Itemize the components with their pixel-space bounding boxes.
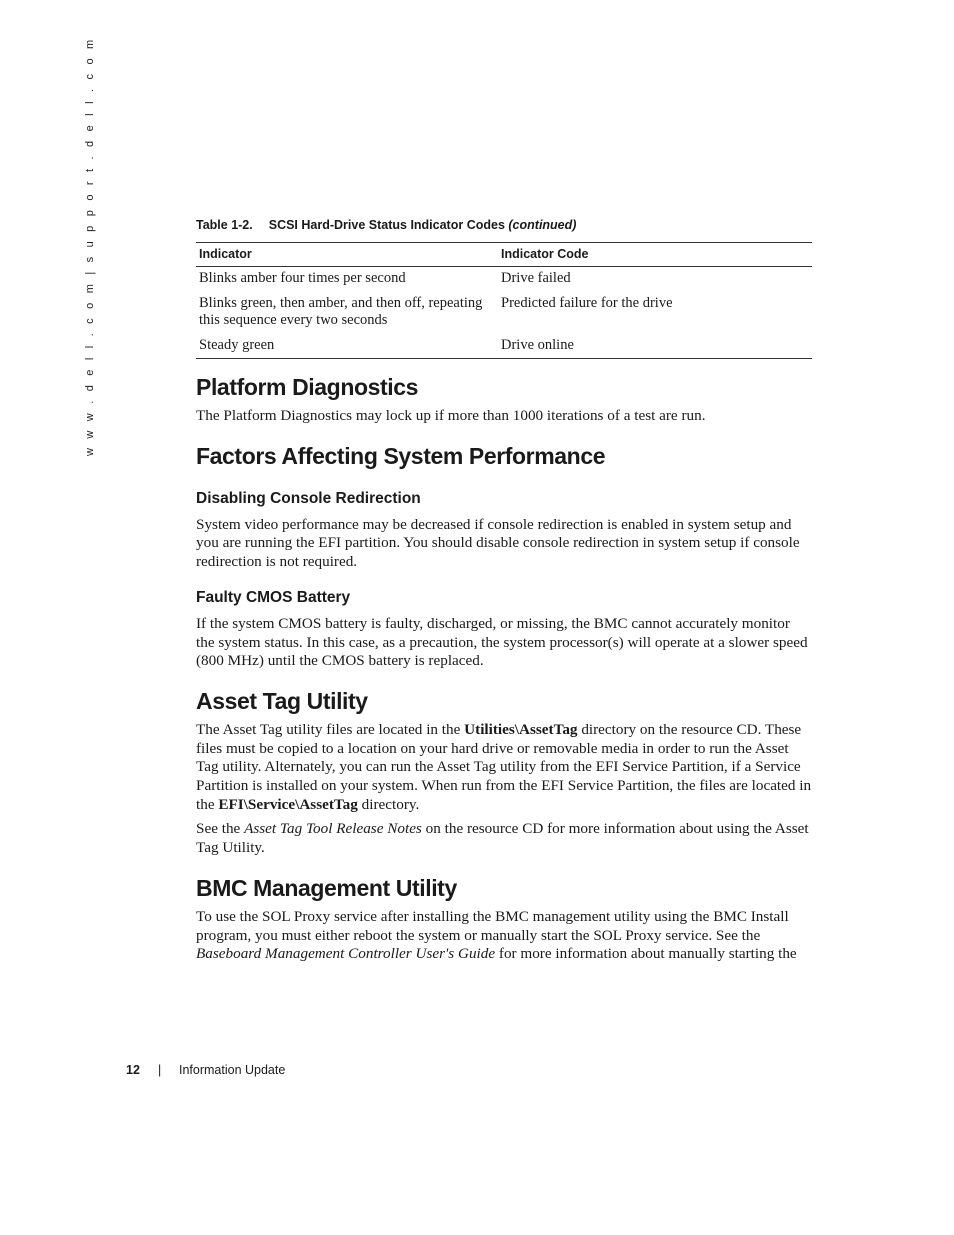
indicator-cell: Steady green <box>196 334 498 359</box>
heading-factors-affecting-performance: Factors Affecting System Performance <box>196 442 606 469</box>
efi-service-assettag-path: EFI\Service\AssetTag <box>218 795 358 813</box>
heading-faulty-cmos-battery: Faulty CMOS Battery <box>196 588 351 606</box>
indicator-code-cell: Drive online <box>498 334 812 359</box>
column-header-indicator: Indicator <box>196 243 498 267</box>
asset-tag-paragraph-2 <box>196 820 812 857</box>
page-number: 12 <box>126 1063 140 1077</box>
indicator-code-cell: Drive failed <box>501 270 571 286</box>
asset-tag-paragraph-1 <box>196 721 812 815</box>
asset-tag-text: The Asset Tag utility files are located in the <box>196 720 465 738</box>
table-number: Table 1-2. <box>196 218 253 232</box>
status-indicator-table <box>196 242 812 359</box>
heading-bmc-management-utility: BMC Management Utility <box>196 874 457 901</box>
indicator-code-cell: Predicted failure for the drive <box>501 295 673 311</box>
platform-diagnostics-text: The Platform Diagnostics may lock up if more than 1000 iterations of a test are run. <box>196 407 706 424</box>
indicator-cell: Blinks amber four times per second <box>199 270 406 286</box>
side-url: w w w . d e l l . c o m | s u p p o r t . d e l l . c o m <box>84 36 96 456</box>
console-redirection-text: System video performance may be decreased if console redirection is enabled in system setup and you are running the EFI partition. You should disable console redirection in system setup if console redirection is not required. <box>196 515 800 571</box>
indicator-cell: Blinks green, then amber, and then off, repeating this sequence every two seconds <box>199 295 483 328</box>
page-footer <box>126 1063 286 1077</box>
column-header-indicator-code: Indicator Code <box>498 243 812 267</box>
table-title: SCSI Hard-Drive Status Indicator Codes <box>268 218 505 232</box>
bmc-guide-title: Baseboard Management Controller User's Guide <box>196 945 496 963</box>
bmc-text: for more information about manually starting the <box>495 945 797 963</box>
asset-tag-text: on the resource CD for more information about using the Asset Tag Utility. <box>196 820 809 857</box>
table-row <box>196 292 812 334</box>
table-row <box>196 267 812 293</box>
asset-tag-text: directory. <box>357 795 420 813</box>
release-notes-title: Asset Tag Tool Release Notes <box>244 820 422 838</box>
heading-asset-tag-utility: Asset Tag Utility <box>196 687 368 714</box>
asset-tag-text: directory on the resource CD. These files must be copied to a location on your hard drive or removable media in order to run the Asset Tag utility. Alternately, you can run the Asset Tag utility from the EFI Service Partition, if a Service Partition is installed on your system. When run from the EFI Service Partition, the files are located in the <box>196 720 812 813</box>
asset-tag-text: See the <box>196 820 245 838</box>
footer-separator: | <box>158 1063 162 1077</box>
heading-platform-diagnostics: Platform Diagnostics <box>196 374 419 400</box>
heading-disabling-console-redirection: Disabling Console Redirection <box>196 489 421 507</box>
utilities-assettag-path: Utilities\AssetTag <box>464 720 578 738</box>
table-header-row <box>196 243 812 267</box>
table-row <box>196 334 812 359</box>
bmc-text: To use the SOL Proxy service after installing the BMC management utility using the BMC Install program, you must either reboot the system or manually start the SOL Proxy service. See the <box>196 907 789 944</box>
table-caption <box>196 218 812 232</box>
table-continued: (continued) <box>508 218 577 232</box>
main-content <box>196 218 812 964</box>
footer-doc-title: Information Update <box>179 1063 286 1077</box>
bmc-paragraph <box>196 908 812 964</box>
cmos-battery-text: If the system CMOS battery is faulty, discharged, or missing, the BMC cannot accurately monitor the system status. In this case, as a precaution, the system processor(s) will operate at a slower speed (800 MHz) until the CMOS battery is replaced. <box>196 614 808 670</box>
